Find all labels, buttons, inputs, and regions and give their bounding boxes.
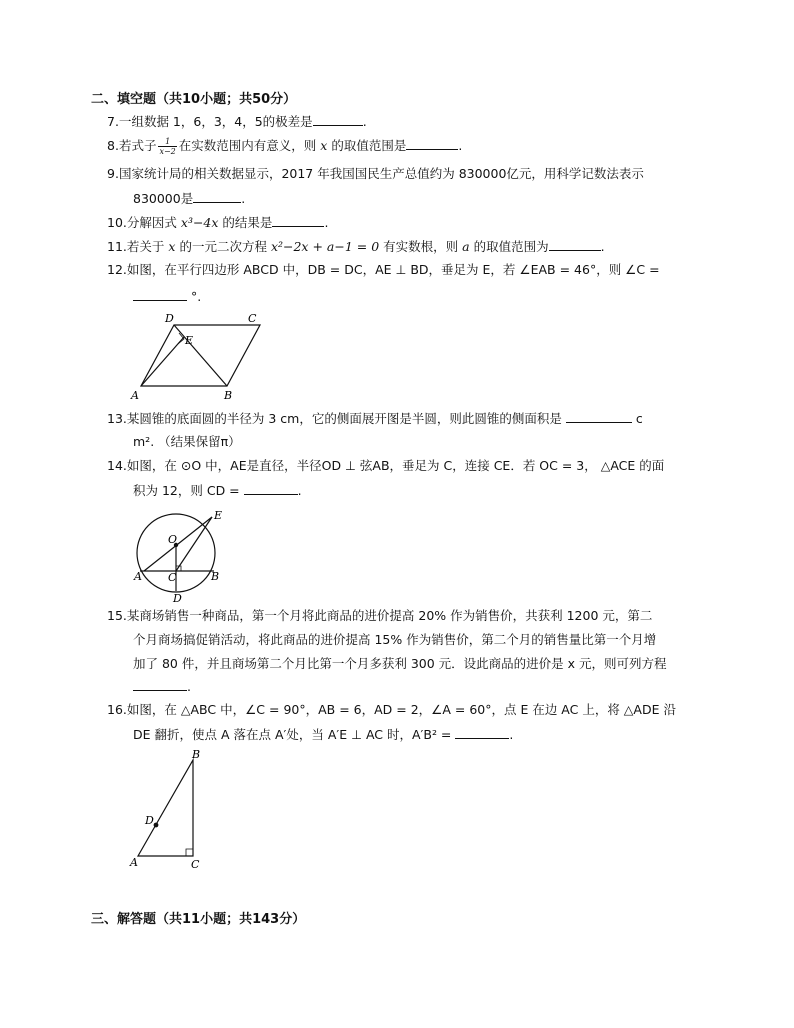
- question-text-line1-end: c: [635, 411, 643, 426]
- question-end: .: [362, 114, 367, 129]
- fraction-denominator: x−2: [159, 147, 176, 156]
- answer-blank[interactable]: [549, 238, 601, 251]
- question-text-line2: 个月商场搞促销活动，将此商品的进价提高 15% 作为销售价，第二个月的销售量比第一个月增: [133, 632, 657, 647]
- question-text-post: 的取值范围是: [331, 138, 407, 153]
- question-text-pre: 若关于: [126, 239, 165, 254]
- question-text-line1: 如图，在平行四边形 ABCD 中，DB = DC，AE ⊥ BD，垂足为 E，若 ∠EAB = 46°，则 ∠C =: [126, 262, 660, 277]
- segment-ce: [176, 517, 212, 571]
- question-number: 15.: [107, 608, 127, 623]
- math-var: a: [462, 239, 470, 254]
- question-15: [107, 608, 652, 624]
- label-e: E: [185, 334, 194, 347]
- question-end: .: [241, 191, 246, 206]
- diameter-ae: [144, 517, 212, 571]
- label-d: D: [145, 814, 154, 827]
- question-11: [107, 238, 605, 255]
- answer-blank[interactable]: [313, 113, 363, 126]
- label-c: C: [248, 312, 257, 325]
- fraction: [158, 137, 176, 156]
- point-d: [154, 823, 159, 828]
- answer-blank[interactable]: [272, 214, 324, 227]
- figure-parallelogram: [125, 308, 270, 403]
- diagonal-db: [174, 325, 227, 386]
- question-text-line1: 国家统计局的相关数据显示，2017 年我国国民生产总值约为 830000亿元，用科学记数法表示: [118, 166, 644, 181]
- label-a: A: [134, 570, 142, 583]
- question-number: 9.: [107, 166, 119, 181]
- question-number: 11.: [107, 239, 127, 254]
- question-end: °.: [190, 289, 202, 304]
- answer-blank[interactable]: [455, 726, 509, 739]
- question-text-line2: 830000是: [133, 191, 194, 206]
- question-9-line2: [133, 190, 245, 207]
- question-text-line1: 如图，在 ⊙O 中，AE是直径，半径OD ⊥ 弦AB，垂足为 C，连接 CE．若 OC = 3， △ACE 的面: [126, 458, 665, 473]
- segment-ae: [141, 337, 184, 386]
- question-9: [107, 166, 644, 182]
- math-var: x: [320, 138, 328, 153]
- question-16: [107, 702, 676, 718]
- label-b: B: [224, 389, 233, 402]
- question-text-line2: m². （结果保留π）: [133, 434, 241, 449]
- question-number: 13.: [107, 411, 127, 426]
- question-14: [107, 458, 664, 474]
- label-a: A: [131, 389, 139, 402]
- question-number: 7.: [107, 114, 119, 129]
- question-12-line2: [133, 288, 201, 305]
- answer-blank[interactable]: [193, 190, 241, 203]
- question-text-post: 的取值范围为: [473, 239, 549, 254]
- question-13: [107, 410, 643, 427]
- question-end: .: [324, 215, 329, 230]
- question-12: [107, 262, 660, 278]
- answer-blank[interactable]: [406, 137, 458, 150]
- question-end: .: [509, 727, 514, 742]
- right-angle-mark: [186, 849, 193, 856]
- math-expression: x³−4x: [180, 215, 219, 230]
- label-c: C: [191, 858, 200, 870]
- question-text-post: 的结果是: [222, 215, 273, 230]
- label-d: D: [173, 592, 182, 605]
- question-number: 12.: [107, 262, 127, 277]
- question-text-line3: 加了 80 件，并且商场第二个月比第一个月多获利 300 元．设此商品的进价是 x 元，则可列方程: [133, 656, 667, 671]
- question-text-line2: 积为 12，则 CD =: [133, 483, 240, 498]
- figure-circle: [128, 505, 233, 605]
- question-14-line2: [133, 482, 302, 499]
- question-text: 一组数据 1，6，3，4，5的极差是: [118, 114, 313, 129]
- question-text-line2: DE 翻折，使点 A 落在点 A′处，当 A′E ⊥ AC 时，A′B² =: [133, 727, 452, 742]
- question-text-mid: 在实数范围内有意义，则: [178, 138, 317, 153]
- question-text-line1: 某商场销售一种商品，第一个月将此商品的进价提高 20% 作为销售价，共获利 1200 元，第二: [126, 608, 653, 623]
- fraction-numerator: 1: [158, 137, 176, 147]
- question-number: 8.: [107, 138, 119, 153]
- question-text-pre: 分解因式: [126, 215, 177, 230]
- question-end: .: [458, 138, 463, 153]
- answer-blank[interactable]: [133, 288, 187, 301]
- label-b: B: [211, 570, 220, 583]
- question-16-line2: [133, 726, 513, 743]
- question-15-line3: [133, 656, 667, 672]
- label-a: A: [130, 856, 138, 869]
- figure-triangle: [128, 748, 213, 870]
- label-c: C: [168, 571, 177, 584]
- section-title-solutions: 三、解答题（共11小题；共143分）: [91, 912, 306, 927]
- question-8: [107, 137, 462, 156]
- question-13-line2: [133, 434, 241, 450]
- answer-blank[interactable]: [566, 410, 632, 423]
- answer-blank[interactable]: [133, 678, 187, 691]
- question-7: [107, 113, 367, 130]
- question-number: 14.: [107, 458, 127, 473]
- question-text-mid: 的一元二次方程: [179, 239, 267, 254]
- question-end: .: [600, 239, 605, 254]
- question-text-line1: 如图，在 △ABC 中，∠C = 90°，AB = 6，AD = 2，∠A = 60°，点 E 在边 AC 上，将 △ADE 沿: [126, 702, 676, 717]
- question-10: [107, 214, 328, 231]
- question-number: 10.: [107, 215, 127, 230]
- question-text-pre: 若式子: [118, 138, 157, 153]
- question-end: .: [187, 679, 191, 694]
- question-text-mid2: 有实数根，则: [383, 239, 459, 254]
- math-equation: x²−2x + a−1 = 0: [270, 239, 380, 254]
- question-15-line2: [133, 632, 656, 648]
- answer-blank[interactable]: [244, 482, 298, 495]
- label-o: O: [168, 533, 178, 546]
- label-b: B: [192, 748, 201, 761]
- question-15-line4: [133, 678, 191, 695]
- question-number: 16.: [107, 702, 127, 717]
- label-e: E: [214, 509, 223, 522]
- question-text-line1: 某圆锥的底面圆的半径为 3 cm，它的侧面展开图是半圆，则此圆锥的侧面积是: [126, 411, 562, 426]
- section-title-fill-in: 二、填空题（共10小题；共50分）: [91, 92, 297, 107]
- math-var: x: [168, 239, 176, 254]
- label-d: D: [165, 312, 174, 325]
- question-end: .: [297, 483, 302, 498]
- triangle-abc: [138, 760, 193, 856]
